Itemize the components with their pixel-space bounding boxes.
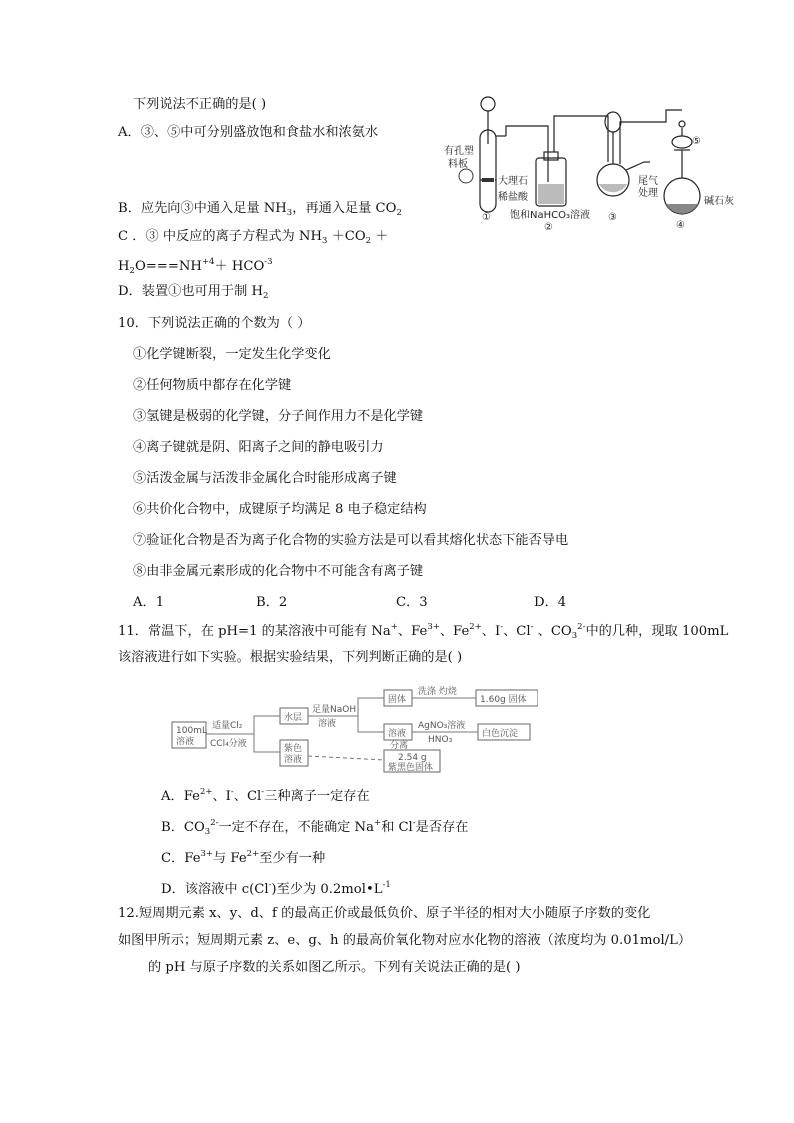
flow-naoh: 足量NaOH <box>312 705 357 715</box>
q10-stem: 10．下列说法正确的个数为（ ） <box>118 316 311 331</box>
funnel-bulb <box>481 97 495 111</box>
flow-start2: 溶液 <box>176 737 195 747</box>
apparatus-figure <box>440 92 750 237</box>
q11-option-a: A．$Fe^{2+}$、I-、Cl-三种离子一定存在 <box>161 787 370 804</box>
q10-option-a: A．1 <box>133 595 165 610</box>
q9-option-d: D．装置①也可用于制 $H_2$ <box>118 284 269 301</box>
label-marble: 大理石 <box>498 176 528 187</box>
q9-option-c-cont: $H_2O===NH^{+4}+ HCO^{-3}$ <box>118 257 273 276</box>
q11-stem-line2: 该溶液进行如下实验。根据实验结果，下列判断正确的是( ) <box>118 650 463 665</box>
num-1: ① <box>482 212 491 223</box>
flow-purple-solid2: 紫黑色固体 <box>388 763 434 773</box>
flow-purple2: 溶液 <box>284 755 303 765</box>
q12-stem-line1: 12.短周期元素 x、y、d、f 的最高正价或最低负价、原子半径的相对大小随原子序数的变化 <box>118 906 651 921</box>
q11-option-c: C．$Fe^{3+}$与 $Fe^{2+}$至少有一种 <box>161 849 326 866</box>
q10-item: ②任何物质中都存在化学键 <box>133 378 292 393</box>
q10-item: ⑥共价化合物中，成键原子均满足 8 电子稳定结构 <box>133 502 427 517</box>
flow-result1: 1.60g 固体 <box>480 695 527 705</box>
label-porous2: 料板 <box>448 159 468 170</box>
flow-naoh2: 溶液 <box>318 719 337 729</box>
q9-option-c: C ．③ 中反应的离子方程式为 $NH_3 +CO_2$ ＋ <box>118 229 389 246</box>
q10-item: ①化学键断裂，一定发生化学变化 <box>133 347 331 362</box>
q9-option-a: A．③、⑤中可分别盛放饱和食盐水和浓氨水 <box>118 125 379 140</box>
num-2: ② <box>544 222 553 233</box>
label-nahco3: 饱和NaHCO₃溶液 <box>510 210 590 221</box>
q10-item: ③氢键是极弱的化学键，分子间作用力不是化学键 <box>133 409 424 424</box>
flow-reagent1b: CCl₄分液 <box>210 739 247 749</box>
q10-item: ⑤活泼金属与活泼非金属化合时能形成离子键 <box>133 471 397 486</box>
num-3: ③ <box>608 212 617 223</box>
q10-item: ⑦验证化合物是否为离子化合物的实验方法是可以看其熔化状态下能否导电 <box>133 533 569 548</box>
q11-option-d: D．该溶液中 c(Cl-)至少为 $0.2mol•L^{-1}$ <box>161 880 391 897</box>
q11-option-b: B．$CO_3^{2-}$一定不存在，不能确定 Na+和 Cl-是否存在 <box>161 818 469 837</box>
num-5: ⑤ <box>692 136 701 147</box>
q9-option-b: B．应先向③中通入足量 $NH_3$，再通入足量 $CO_2$ <box>118 201 402 218</box>
label-exhaust2: 处理 <box>638 188 658 199</box>
label-hcl: 稀盐酸 <box>498 192 528 203</box>
q10-option-c: C．3 <box>396 595 428 610</box>
flow-soln: 溶液 <box>388 729 407 739</box>
label-exhaust: 尾气 <box>638 176 658 187</box>
flow-reagent1: 适量Cl₂ <box>212 721 243 731</box>
flow-start: 100mL <box>176 726 207 736</box>
q10-option-b: B．2 <box>256 595 288 610</box>
q9-stem: 下列说法不正确的是( ) <box>133 97 267 112</box>
flow-white: 白色沉淀 <box>482 729 519 739</box>
flow-purple: 紫色 <box>284 744 303 754</box>
q10-item: ⑧由非金属元素形成的化合物中不可能含有离子键 <box>133 564 424 579</box>
flow-purple-solid: 2.54 g <box>398 753 427 763</box>
q10-item: ④离子键就是阴、阳离子之间的静电吸引力 <box>133 440 384 455</box>
flow-hno3: HNO₃ <box>428 735 453 745</box>
q11-stem-line1: 11．常温下，在 pH=1 的某溶液中可能有 Na+、$Fe^{3+}$、$Fe^{2+}$、I-、Cl- 、$CO_3^{2-}$中的几种，现取 100mL <box>118 622 729 641</box>
flow-water: 水层 <box>284 713 303 723</box>
label-porous: 有孔塑 <box>444 146 474 157</box>
q10-option-d: D．4 <box>534 595 567 610</box>
q12-stem-line2: 如图甲所示；短周期元素 z、e、g、h 的最高价氧化物对应水化物的溶液（浓度均为 0.01mol/L） <box>118 933 692 948</box>
flow-separate: 分离 <box>390 741 409 751</box>
num-4: ④ <box>676 220 685 231</box>
q12-stem-line3: 的 pH 与原子序数的关系如图乙所示。下列有关说法正确的是( ) <box>148 960 521 975</box>
flow-wash: 洗涤 灼烧 <box>418 687 457 697</box>
label-soda: 碱石灰 <box>704 196 734 207</box>
flow-chart <box>168 684 538 774</box>
flow-solid: 固体 <box>388 695 407 705</box>
flow-agno3: AgNO₃溶液 <box>418 721 466 731</box>
